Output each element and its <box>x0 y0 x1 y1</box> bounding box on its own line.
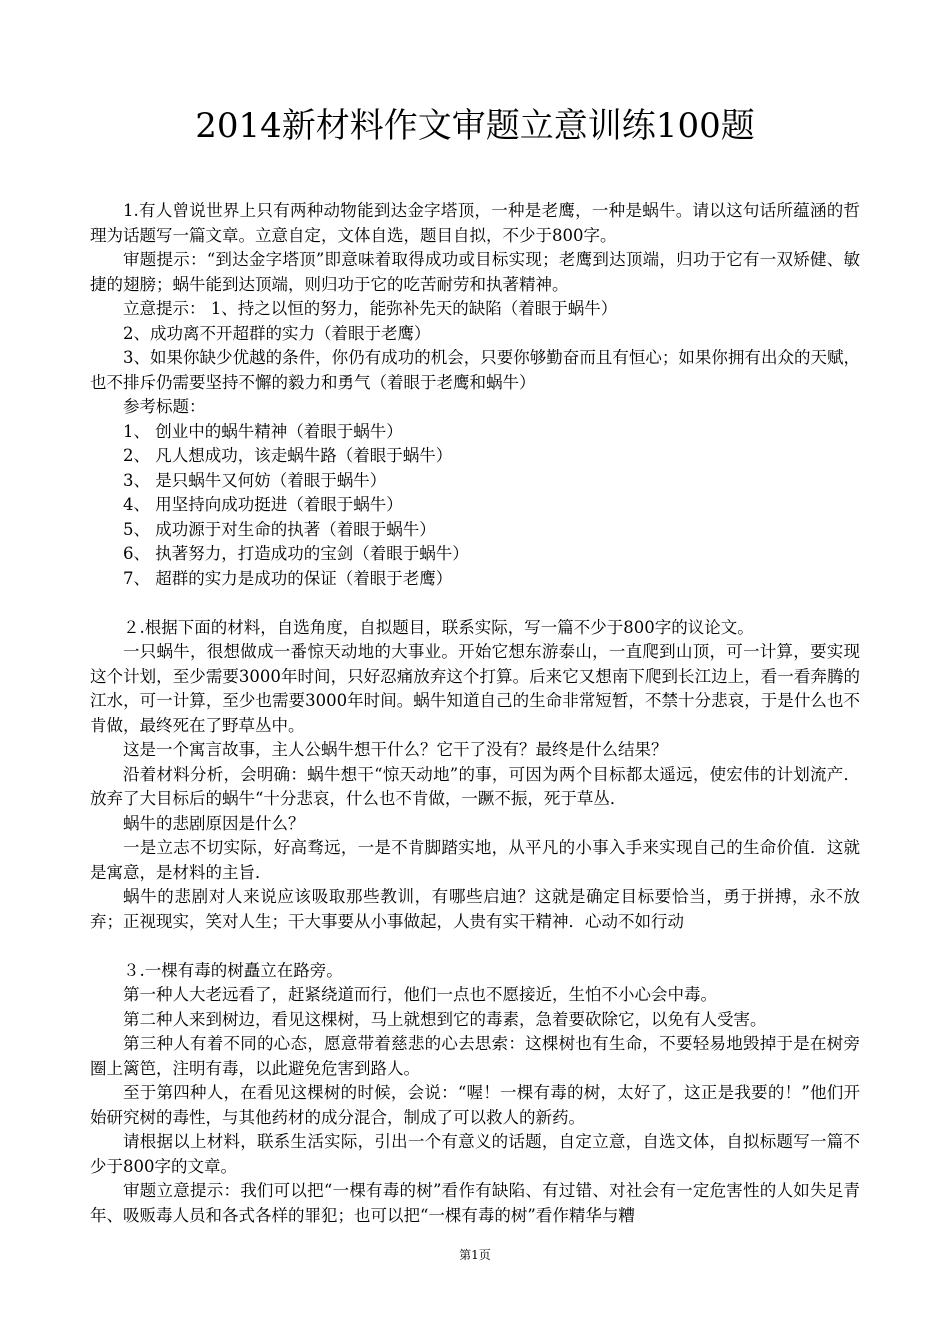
paragraph: 3、如果你缺少优越的条件，你仍有成功的机会，只要你够勤奋而且有恒心；如果你拥有出众的天赋，也不排斥仍需要坚持不懈的毅力和勇气（着眼于老鹰和蜗牛） <box>90 348 860 392</box>
document-title: 2014新材料作文审题立意训练100题 <box>195 106 755 146</box>
paragraph: 2、 凡人想成功，该走蜗牛路（着眼于蜗牛） <box>123 446 453 465</box>
paragraph: 蜗牛的悲剧原因是什么？ <box>123 813 305 833</box>
paragraph: 3、 是只蜗牛又何妨（着眼于蜗牛） <box>123 470 387 490</box>
paragraph: 至于第四种人，在看见这棵树的时候，会说：“喔！一棵有毒的树，太好了，这正是我要的！”他们开始研究树的毒性，与其他药材的成分混合，制成了可以救人的新药。 <box>90 1083 860 1127</box>
paragraph: 一只蜗牛，很想做成一番惊天动地的大事业。开始它想东游泰山，一直爬到山顶，可一计算，要实现这个计划，至少需要3000年时间，只好忍痛放弃这个打算。后来它又想南下爬到长江边上，看一看奔腾的江水，可一计算，至少也需要3000年时间。蜗牛知道自己的生命非常短暂，不禁十分悲哀，于是什么也不肯做，最终死在了野草丛中。 <box>90 642 860 735</box>
paragraph: 6、 执著努力，打造成功的宝剑（着眼于蜗牛） <box>123 544 469 563</box>
paragraph: 一是立志不切实际，好高骛远，一是不肯脚踏实地，从平凡的小事入手来实现自己的生命价值．这就是寓意，是材料的主旨． <box>90 838 860 882</box>
paragraph: 1.有人曾说世界上只有两种动物能到达金字塔顶，一种是老鹰，一种是蜗牛。请以这句话所蕴涵的哲理为话题写一篇文章。立意自定，文体自选，题目自拟，不少于800字。 <box>90 201 860 245</box>
paragraph: 2、成功离不开超群的实力（着眼于老鹰） <box>123 323 431 343</box>
paragraph: 请根据以上材料，联系生活实际，引出一个有意义的话题，自定立意，自选文体，自拟标题写一篇不少于800字的文章。 <box>90 1132 860 1176</box>
paragraph: ２.根据下面的材料，自选角度，自拟题目，联系实际，写一篇不少于800字的议论文。 <box>123 617 754 637</box>
paragraph: 7、 超群的实力是成功的保证（着眼于老鹰） <box>123 568 453 588</box>
paragraph: 第二种人来到树边，看见这棵树，马上就想到它的毒素，急着要砍除它，以免有人受害。 <box>123 1009 767 1029</box>
paragraph: 1、 创业中的蜗牛精神（着眼于蜗牛） <box>123 421 403 441</box>
paragraph: 审题提示：“到达金字塔顶”即意味着取得成功或目标实现；老鹰到达顶端，归功于它有一双矫健、敏捷的翅膀；蜗牛能到达顶端，则归功于它的吃苦耐劳和执著精神。 <box>90 250 860 294</box>
paragraph: 第一种人大老远看了，赶紧绕道而行，他们一点也不愿接近，生怕不小心会中毒。 <box>123 985 717 1004</box>
document-body <box>90 199 860 1228</box>
paragraph: 审题立意提示：我们可以把“一棵有毒的树”看作有缺陷、有过错、对社会有一定危害性的人如失足青年、吸贩毒人员和各式各样的罪犯；也可以把“一棵有毒的树”看作精华与糟 <box>90 1181 860 1225</box>
paragraph: 蜗牛的悲剧对人来说应该吸取那些教训，有哪些启迪？这就是确定目标要恰当，勇于拼搏，永不放弃；正视现实，笑对人生；干大事要从小事做起，人贵有实干精神．心动不如行动 <box>90 887 860 931</box>
paragraph: 这是一个寓言故事，主人公蜗牛想干什么？它干了没有？最终是什么结果？ <box>123 740 668 759</box>
paragraph: 立意提示： 1、持之以恒的努力，能弥补先天的缺陷（着眼于蜗牛） <box>123 299 618 318</box>
paragraph: 沿着材料分析，会明确：蜗牛想干“惊天动地”的事，可因为两个目标都太遥远，使宏伟的计划流产．放弃了大目标后的蜗牛“十分悲哀，什么也不肯做，一蹶不振，死于草丛． <box>90 764 860 808</box>
paragraph: 参考标题： <box>123 397 206 416</box>
page-footer: 第1页 <box>459 1248 491 1262</box>
paragraph: ３.一棵有毒的树矗立在路旁。 <box>123 960 343 980</box>
paragraph: 5、 成功源于对生命的执著（着眼于蜗牛） <box>123 519 436 539</box>
paragraph: 第三种人有着不同的心态，愿意带着慈悲的心去思索：这棵树也有生命，不要轻易地毁掉于是在树旁圈上篱笆，注明有毒，以此避免危害到路人。 <box>90 1034 860 1078</box>
paragraph: 4、 用坚持向成功挺进（着眼于蜗牛） <box>123 495 403 514</box>
